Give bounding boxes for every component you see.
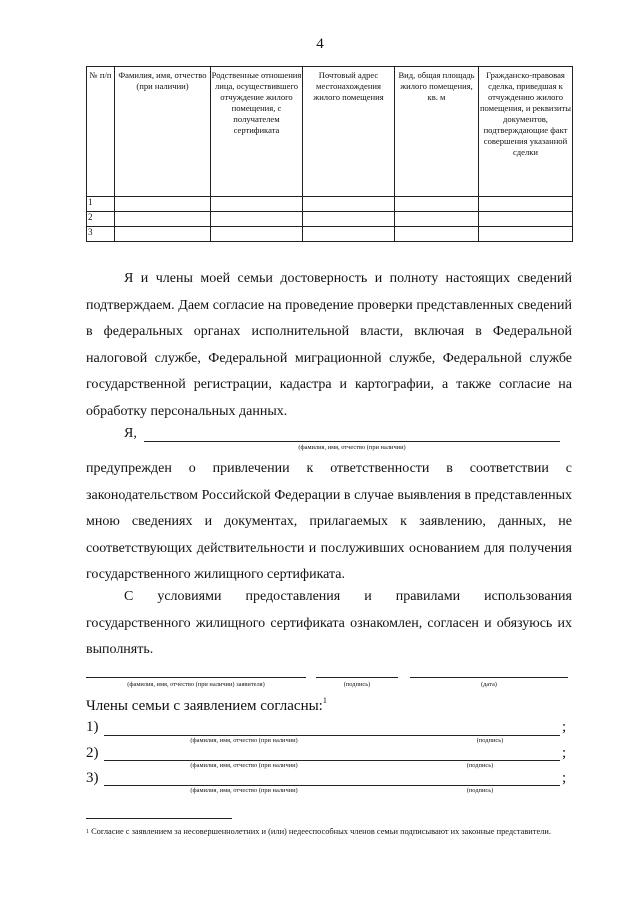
footnote-mark: 1	[86, 829, 89, 835]
table-cell[interactable]	[395, 212, 479, 227]
footnote-divider	[86, 818, 232, 819]
table-cell-number: 1	[87, 197, 115, 212]
member-sign-caption: (подпись)	[466, 787, 494, 794]
signature-date-line[interactable]	[410, 677, 568, 678]
family-members-title-text: Члены семьи с заявлением согласны:	[86, 698, 323, 714]
table-cell[interactable]	[211, 212, 303, 227]
signature-sign-caption: (подпись)	[343, 681, 371, 688]
table-cell[interactable]	[211, 197, 303, 212]
member-number: 1)	[86, 719, 99, 735]
member-line[interactable]	[104, 735, 560, 736]
col-header-address: Почтовый адрес местонахождения жилого помещения	[303, 67, 395, 197]
table-cell[interactable]	[303, 212, 395, 227]
member-number: 2)	[86, 745, 99, 761]
member-semicolon: ;	[562, 719, 567, 735]
col-header-fullname: Фамилия, имя, отчество (при наличии)	[115, 67, 211, 197]
table-cell[interactable]	[395, 227, 479, 242]
member-line[interactable]	[104, 785, 560, 786]
page-number: 4	[316, 36, 324, 52]
col-header-area: Вид, общая площадь жилого помещения, кв. м	[395, 67, 479, 197]
signature-name-line[interactable]	[86, 677, 306, 678]
footnote	[86, 826, 576, 838]
table-cell[interactable]	[211, 227, 303, 242]
signature-date-caption: (дата)	[481, 681, 497, 688]
member-name-caption: (фамилия, имя, отчество (при наличии)	[190, 787, 298, 794]
table-cell[interactable]	[303, 197, 395, 212]
property-table	[86, 66, 573, 242]
ya-label: Я,	[124, 426, 137, 441]
col-header-relation: Родственные отношения лица, осуществившего отчуждение жилого помещения, с получателем сертификата	[211, 67, 303, 197]
table-row	[87, 212, 573, 227]
signature-sign-line[interactable]	[316, 677, 398, 678]
member-line[interactable]	[104, 760, 560, 761]
table-cell[interactable]	[479, 227, 573, 242]
table-cell[interactable]	[395, 197, 479, 212]
member-number: 3)	[86, 770, 99, 786]
member-name-caption: (фамилия, имя, отчество (при наличии)	[190, 737, 298, 744]
applicant-name-line[interactable]	[144, 441, 560, 442]
member-name-caption: (фамилия, имя, отчество (при наличии)	[190, 762, 298, 769]
consent-paragraph: Я и члены моей семьи достоверность и полноту настоящих сведений подтверждаем. Даем согласие на проведение проверки представленных сведений в федеральных органах исполнительной власти, включая в Федеральной налоговой службе, Федеральной миграционной службе, Федеральной службе государственной регистрации, кадастра и картографии, а также согласие на обработку персональных данных.	[86, 271, 572, 419]
family-members-title	[86, 698, 327, 715]
member-sign-caption: (подпись)	[466, 762, 494, 769]
table-cell[interactable]	[479, 212, 573, 227]
liability-paragraph: предупрежден о привлечении к ответственности в соответствии с законодательством Российской Федерации в случае выявления в представленных мною сведениях и документах, прилагаемых к заявлению, данных, не соответствующих действительности и послуживших основанием для получения государственного жилищного сертификата.	[86, 461, 572, 583]
table-cell[interactable]	[479, 197, 573, 212]
table-cell[interactable]	[115, 227, 211, 242]
member-semicolon: ;	[562, 745, 567, 761]
table-cell[interactable]	[303, 227, 395, 242]
col-header-number: № п/п	[87, 67, 115, 197]
table-row	[87, 227, 573, 242]
footnote-text: Согласие с заявлением за несовершеннолетних и (или) недееспособных членов семьи подписывают их законные представители.	[91, 827, 551, 836]
table-row	[87, 197, 573, 212]
table-cell[interactable]	[115, 197, 211, 212]
member-semicolon: ;	[562, 770, 567, 786]
col-header-deal: Гражданско-правовая сделка, приведшая к отчуждению жилого помещения, и реквизиты документов, подтверждающие факт совершения указанной сделки	[479, 67, 573, 197]
table-cell[interactable]	[115, 212, 211, 227]
member-sign-caption: (подпись)	[476, 737, 504, 744]
applicant-name-caption: (фамилия, имя, отчество (при наличии)	[298, 444, 406, 451]
table-cell-number: 3	[87, 227, 115, 242]
conditions-paragraph: С условиями предоставления и правилами использования государственного жилищного сертификата ознакомлен, согласен и обязуюсь их выполнять.	[86, 589, 572, 658]
table-header-row	[87, 67, 573, 197]
table-cell-number: 2	[87, 212, 115, 227]
footnote-ref: 1	[322, 696, 327, 705]
signature-name-caption: (фамилия, имя, отчество (при наличии) заявителя)	[127, 681, 265, 688]
